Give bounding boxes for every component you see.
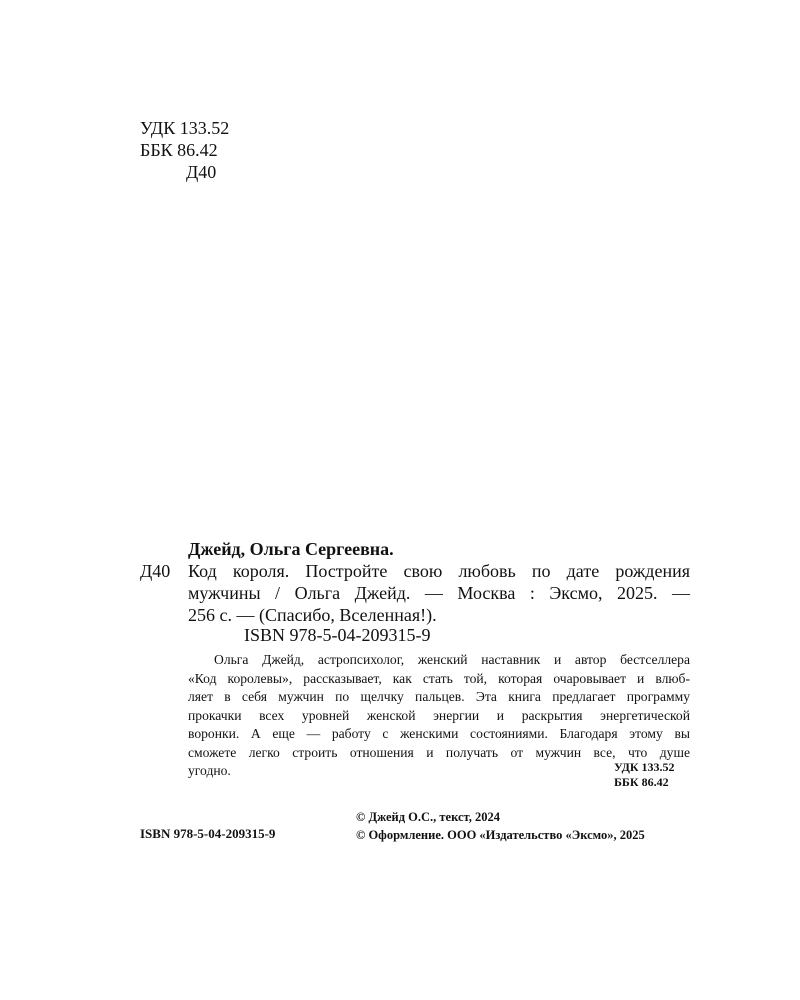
- catalog-author: Джейд, Ольга Сергеевна.: [188, 539, 394, 559]
- annotation-line: угодно.: [188, 763, 231, 778]
- annotation-line: сможете легко строить отношения и получать от мужчин все, что душе: [188, 744, 690, 760]
- title-line: мужчины / Ольга Джейд. — Москва : Эксмо, 2025. —: [188, 583, 690, 603]
- bbk-code: ББК 86.42: [140, 140, 218, 160]
- small-udk-code: УДК 133.52: [614, 760, 675, 774]
- udk-code: УДК 133.52: [140, 118, 230, 138]
- author-mark: Д40: [186, 162, 217, 182]
- annotation-line: прокачки всех уровней женской энергии и раскрытия энергетической: [188, 707, 690, 723]
- top-classification-codes: [140, 117, 229, 183]
- annotation-line: «Код королевы», рассказывает, как стать той, которая очаровывает и влюб-: [188, 670, 690, 686]
- copyright-block: [356, 808, 645, 844]
- annotation-line: ляет в себя мужчин по щелчку пальцев. Эта книга предлагает программу: [188, 689, 690, 704]
- title-line: Код короля. Постройте свою любовь по дате рождения: [188, 561, 690, 581]
- small-classification-codes: [614, 760, 675, 789]
- annotation-line: Ольга Джейд, астропсихолог, женский наставник и автор бестселлера: [214, 652, 690, 667]
- footer-isbn: ISBN 978-5-04-209315-9: [140, 826, 276, 841]
- catalog-title-block: [188, 560, 690, 626]
- catalog-author-mark: Д40: [140, 561, 171, 581]
- catalog-isbn: ISBN 978-5-04-209315-9: [244, 625, 431, 645]
- copyright-design: © Оформление. ООО «Издательство «Эксмо», 2025: [356, 828, 645, 842]
- annotation-line: воронки. А еще — работу с женскими состояниями. Благодаря этому вы: [188, 726, 690, 741]
- small-bbk-code: ББК 86.42: [614, 774, 669, 789]
- title-line: 256 с. — (Спасибо, Вселенная!).: [188, 605, 437, 625]
- copyright-text: © Джейд О.С., текст, 2024: [356, 810, 500, 824]
